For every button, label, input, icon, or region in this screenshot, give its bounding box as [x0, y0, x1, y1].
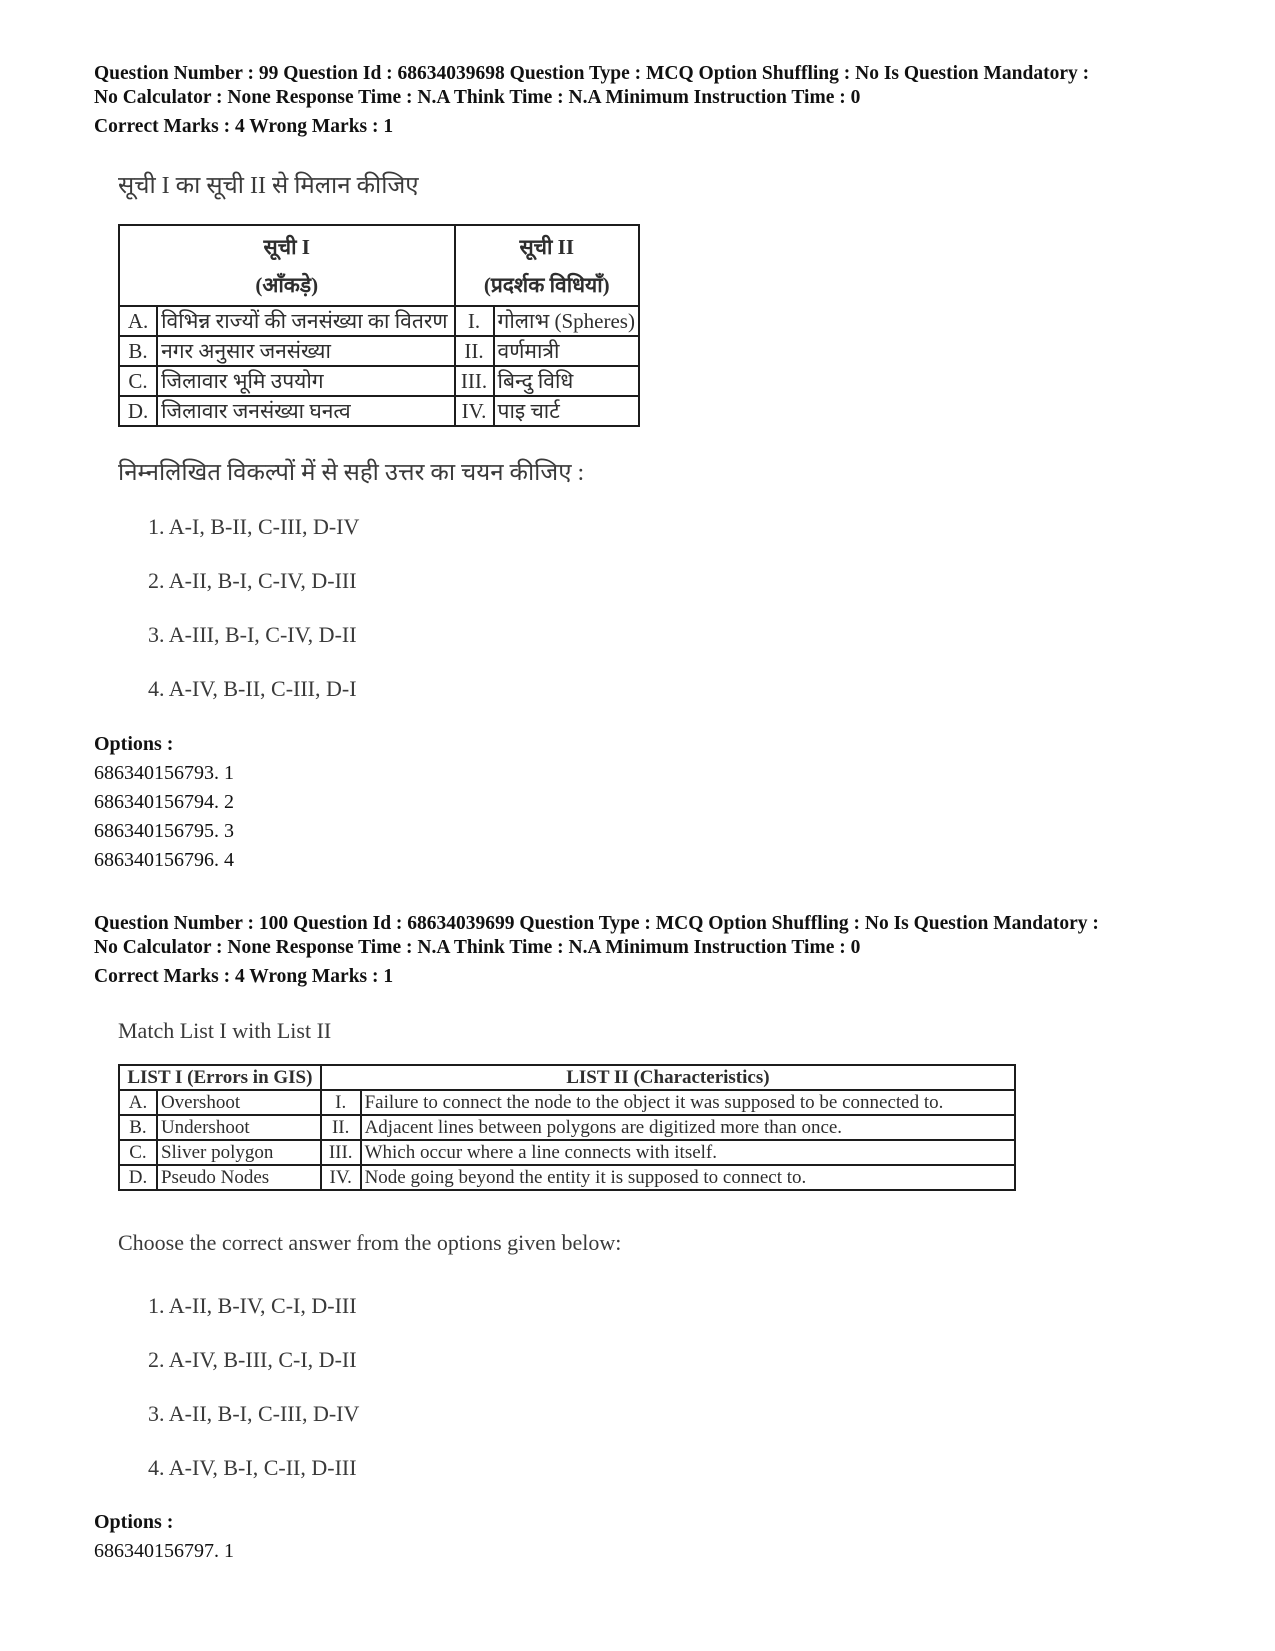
row-match: पाइ चार्ट: [494, 396, 639, 426]
answer-choice: 2. A-II, B-I, C-IV, D-III: [148, 568, 357, 593]
answer-choice: 4. A-IV, B-I, C-II, D-III: [148, 1455, 357, 1480]
row-match: गोलाभ (Spheres): [494, 306, 639, 336]
row-key: C.: [119, 366, 157, 396]
list2-header: [455, 225, 640, 306]
row-key: C.: [119, 1140, 157, 1165]
row-num: III.: [455, 366, 494, 396]
options-label: Options :: [94, 733, 174, 755]
list2-title: सूची II: [519, 234, 575, 259]
row-num: I.: [455, 306, 494, 336]
row-item: Pseudo Nodes: [157, 1165, 321, 1190]
list1-subtitle: (आँकड़े): [255, 272, 319, 297]
row-num: II.: [455, 336, 494, 366]
question-meta-line1: Question Number : 100 Question Id : 68634039699 Question Type : MCQ Option Shuffling : No Is Question Mandatory :: [94, 913, 1099, 934]
row-match: वर्णमात्री: [494, 336, 639, 366]
match-table: [118, 1064, 1016, 1191]
table-row: [119, 366, 639, 396]
option-line: 686340156796. 4: [94, 849, 234, 871]
row-item: विभिन्न राज्यों की जनसंख्या का वितरण: [157, 306, 454, 336]
row-item: जिलावार भूमि उपयोग: [157, 366, 454, 396]
question-meta-line1: Question Number : 99 Question Id : 68634039698 Question Type : MCQ Option Shuffling : No Is Question Mandatory :: [94, 63, 1090, 84]
option-line: 686340156797. 1: [94, 1540, 234, 1562]
table-row: [119, 1090, 1015, 1115]
option-line: 686340156793. 1: [94, 762, 234, 784]
row-num: I.: [321, 1090, 361, 1115]
row-match: Which occur where a line connects with itself.: [361, 1140, 1015, 1165]
row-num: III.: [321, 1140, 361, 1165]
row-key: B.: [119, 1115, 157, 1140]
question-instruction: निम्नलिखित विकल्पों में से सही उत्तर का चयन कीजिए :: [118, 460, 585, 486]
question-meta-line2: No Calculator : None Response Time : N.A Think Time : N.A Minimum Instruction Time : 0: [94, 87, 861, 108]
answer-choice: 1. A-II, B-IV, C-I, D-III: [148, 1293, 357, 1318]
options-label: Options :: [94, 1511, 174, 1533]
question-instruction: Choose the correct answer from the options given below:: [118, 1230, 622, 1255]
question-meta-line2: No Calculator : None Response Time : N.A Think Time : N.A Minimum Instruction Time : 0: [94, 937, 861, 958]
table-row: [119, 1140, 1015, 1165]
row-key: A.: [119, 306, 157, 336]
option-line: 686340156795. 3: [94, 820, 234, 842]
table-row: [119, 306, 639, 336]
row-num: IV.: [321, 1165, 361, 1190]
table-header-row: [119, 1065, 1015, 1090]
row-key: B.: [119, 336, 157, 366]
table-row: [119, 396, 639, 426]
question-prompt: सूची I का सूची II से मिलान कीजिए: [118, 173, 419, 199]
list2-header: LIST II (Characteristics): [321, 1065, 1015, 1090]
question-prompt: Match List I with List II: [118, 1018, 332, 1043]
table-row: [119, 1165, 1015, 1190]
question-marks: Correct Marks : 4 Wrong Marks : 1: [94, 116, 394, 137]
list1-title: सूची I: [263, 234, 310, 259]
list2-subtitle: (प्रदर्शक विधियाँ): [483, 272, 610, 297]
answer-choice: 2. A-IV, B-III, C-I, D-II: [148, 1347, 357, 1372]
answer-choice: 3. A-III, B-I, C-IV, D-II: [148, 622, 357, 647]
list1-header: LIST I (Errors in GIS): [119, 1065, 321, 1090]
table-header-row: [119, 225, 639, 306]
row-num: II.: [321, 1115, 361, 1140]
table-row: [119, 336, 639, 366]
row-match: Failure to connect the node to the object it was supposed to be connected to.: [361, 1090, 1015, 1115]
row-num: IV.: [455, 396, 494, 426]
row-item: Overshoot: [157, 1090, 321, 1115]
answer-choice: 3. A-II, B-I, C-III, D-IV: [148, 1401, 360, 1426]
answer-choice: 4. A-IV, B-II, C-III, D-I: [148, 676, 357, 701]
list1-header: [119, 225, 455, 306]
row-match: Node going beyond the entity it is supposed to connect to.: [361, 1165, 1015, 1190]
row-key: D.: [119, 1165, 157, 1190]
row-match: Adjacent lines between polygons are digitized more than once.: [361, 1115, 1015, 1140]
option-line: 686340156794. 2: [94, 791, 234, 813]
row-item: Undershoot: [157, 1115, 321, 1140]
row-key: D.: [119, 396, 157, 426]
row-item: Sliver polygon: [157, 1140, 321, 1165]
row-item: नगर अनुसार जनसंख्या: [157, 336, 454, 366]
row-match: बिन्दु विधि: [494, 366, 639, 396]
row-key: A.: [119, 1090, 157, 1115]
row-item: जिलावार जनसंख्या घनत्व: [157, 396, 454, 426]
table-row: [119, 1115, 1015, 1140]
question-marks: Correct Marks : 4 Wrong Marks : 1: [94, 966, 394, 987]
match-table: [118, 224, 640, 427]
answer-choice: 1. A-I, B-II, C-III, D-IV: [148, 514, 360, 539]
